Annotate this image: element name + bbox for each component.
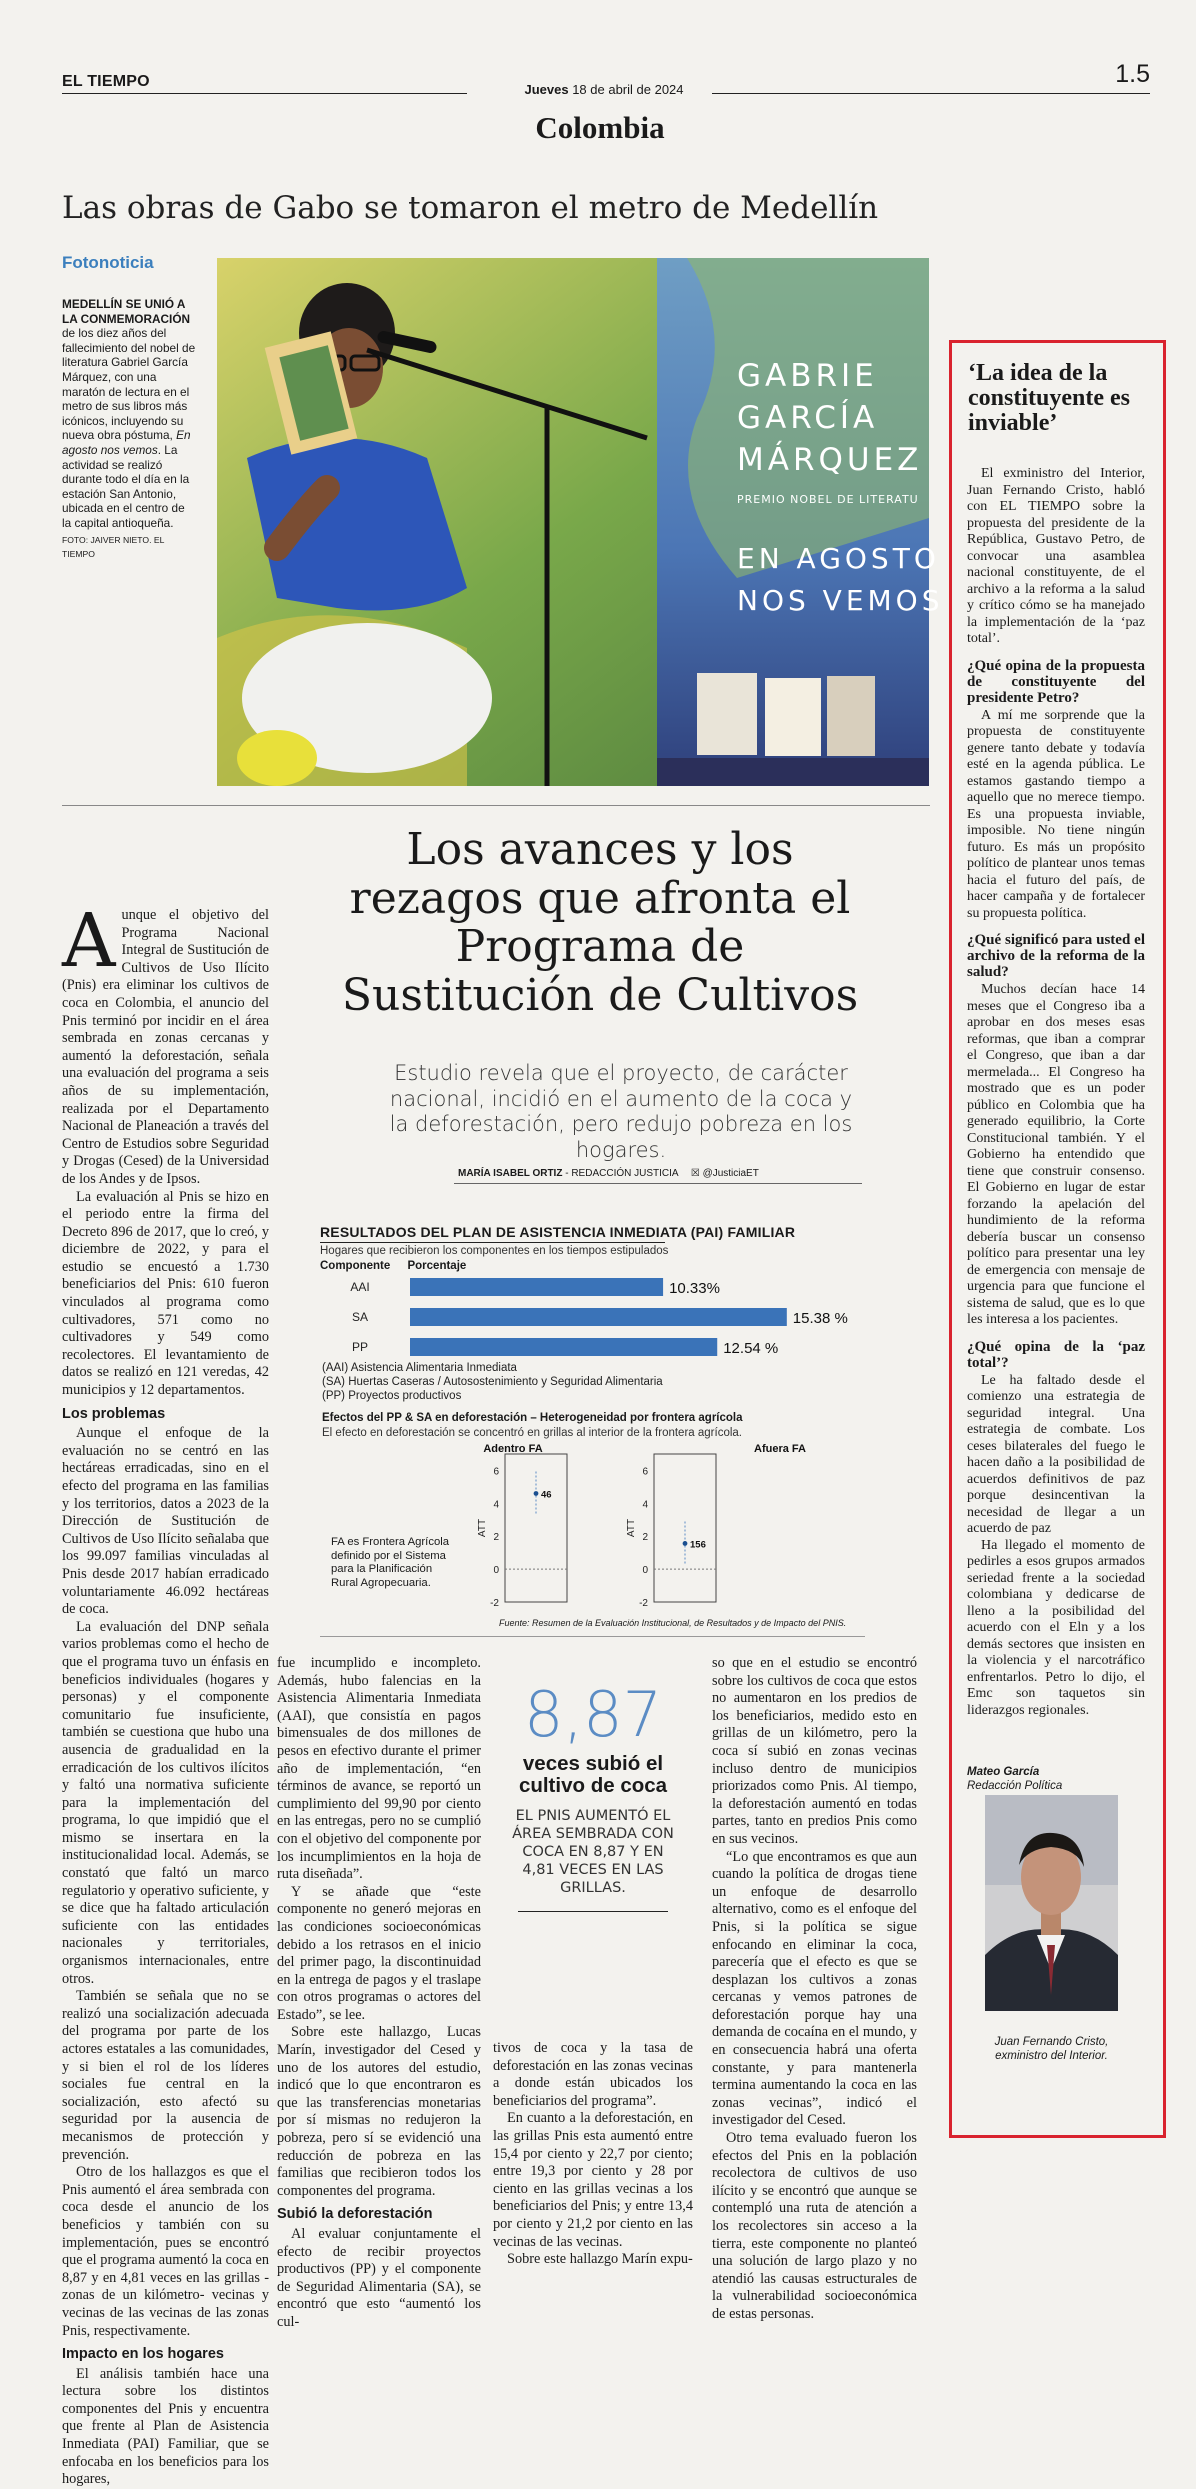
stat-callout — [507, 1678, 679, 1912]
banner-line: EN AGOSTO — [737, 542, 940, 575]
paragraph: También se señala que no se realizó una socialización adecuada del programa por parte de los actores estatales a las comunidades, y si bien el rol de los líderes sociales fue central en la socialización, esto afectó su seguridad por la ausencia de mecanismos de protección y prevención. — [62, 1988, 269, 2163]
y-tick-label: 4 — [642, 1499, 648, 1511]
photo-kicker: Fotonoticia — [62, 253, 154, 272]
y-tick-label: 0 — [642, 1565, 648, 1577]
question: ¿Qué opina de la ‘paz total’? — [967, 1338, 1145, 1371]
paragraph: Al evaluar conjuntamente el efecto de recibir proyectos productivos (PP) y el componente de Seguridad Alimentaria (SA), se encontró que esto “aumentó los cul- — [277, 2226, 481, 2330]
subhead: Subió la deforestación — [277, 2206, 433, 2223]
y-tick-label: 6 — [642, 1466, 648, 1478]
bar-value-label: 15.38 % — [792, 1310, 848, 1327]
stat-label: veces subió el cultivo de coca — [518, 1752, 668, 1797]
article-column-4 — [712, 1655, 917, 2324]
panel-title: Afuera FA — [754, 1443, 806, 1455]
y-tick-label: -2 — [490, 1598, 499, 1609]
answer: Muchos decían hace 14 meses que el Congreso iba a aprobar en dos meses esas reformas, que iban a comprar el Congreso, que iban a dar mermelada... El Congreso ha mostrado que es un poder público en Colombia que ha generado equilibrio, la Corte Constitucional también. Y el Gobierno ha entendido que tiene que construir consenso. El Gobierno en lugar de estar forzando la apelación del hundimiento de la reforma debería buscar un consenso político para presentar una ley de emergencia con mensaje de urgencia para que funcione el sistema de salud, que es lo que les interesa a los pacientes. — [967, 982, 1145, 1327]
article-column-2 — [277, 1655, 481, 2332]
reading-photo — [217, 258, 944, 786]
bar-value-label: 12.54 % — [723, 1340, 779, 1357]
paragraph: “Lo que encontramos es que aun cuando la política de drogas tiene un enfoque de desarrollo alternativo, como es el enfoque del Pnis, si la política se sigue enfocando en eliminar la coca, parecería que el efecto es que se desplazan los cultivos a zonas cercanas y vemos patrones de deforestación porque hay una demanda de cocaína en el mundo, y en consecuencia habrá una oferta constante, y para mantenerla termina aumentando la coca en las zonas vecinas”, indicó el investigador del Cesed. — [712, 1848, 917, 2129]
chart-source: Fuente: Resumen de la Evaluación Institucional, de Resultados y de Impacto del PNIS. — [499, 1618, 847, 1628]
panel-title: Adentro FA — [483, 1443, 543, 1455]
answer: Le ha faltado desde el comienzo una estrategia de seguridad integral. Una estrategia de combate. Los ceses bilaterales del fuego le hacen daño a la posibilidad de acuerdos definitivos de paz porque desincentivan la necesidad de llegar a un acuerdo de paz — [967, 1372, 1145, 1536]
legend-item: (SA) Huertas Caseras / Autosostenimiento y Seguridad Alimentaria — [322, 1376, 663, 1388]
issue-date — [520, 82, 688, 97]
y-tick-label: 4 — [493, 1499, 499, 1511]
reading-photo-illustration — [217, 258, 944, 786]
y-tick-label: 0 — [493, 1565, 499, 1577]
paragraph: El análisis también hace una lectura sobre los distintos componentes del Pnis y encuentra que frente al Plan de Asistencia Inmediata (PAI) Familiar, que se enfocaba en los beneficios para los hogares, — [62, 2365, 269, 2488]
chart-head-component: Componente — [320, 1260, 391, 1272]
stat-number: 8,87 — [523, 1678, 663, 1751]
question: ¿Qué opina de la propuesta de constituyente del presidente Petro? — [967, 657, 1145, 706]
photo-caption — [62, 297, 197, 562]
paragraph: La evaluación del DNP señala varios problemas como el hecho de que el programa tuvo un énfasis en beneficios individuales (hogares y personas) y el componente comunitario fue insuficiente, también se cuestiona que hubo una ausencia de gradualidad en la erradicación de los cultivos ilícitos y faltó una normativa suficiente para la implementación del programa, lo que impidió que el mismo se insertara en la institucionalidad local. Además, se constató que faltó un marco regulatorio y operativo suficiente, y se dice que ha faltado articulación suficiente con las entidades nacionales y territoriales, organismos internacionales, entre otros. — [62, 1618, 269, 1987]
y-axis-label: ATT — [477, 1518, 488, 1538]
bar-value-label: 10.33% — [669, 1280, 720, 1297]
paragraph: En cuanto a la deforestación, en las grillas Pnis esta aumentó entre 15,4 por ciento y 22,7 por ciento; entre 19,3 por ciento y 28 por ciento en las grillas vecinas a los beneficiarios del Pnis; y entre 13,4 por ciento y 21,2 por ciento en las vecinas de las vecinas. — [493, 2110, 693, 2250]
section-title: Colombia — [535, 110, 665, 145]
banner-line: NOS VEMOS — [737, 584, 944, 617]
question: ¿Qué significó para usted el archivo de la reforma de la salud? — [967, 932, 1145, 980]
banner-line: GABRIE — [737, 358, 878, 394]
byline-rule — [454, 1183, 862, 1184]
photo-caption-lead: MEDELLÍN SE UNIÓ A LA CONMEMORACIÓN — [62, 297, 191, 326]
chart-head-percent: Porcentaje — [407, 1260, 467, 1272]
y-tick-label: 6 — [493, 1466, 499, 1478]
article-headline: Los avances y los rezagos que afronta el Programa de Sustitución de Cultivos — [341, 824, 859, 1021]
x-icon: ☒ — [690, 1168, 700, 1179]
pai-chart — [320, 1224, 870, 1377]
chart-title-rule — [320, 1242, 665, 1243]
masthead-rule-left — [62, 93, 467, 94]
sidebar-author: Mateo García — [967, 1766, 1040, 1778]
effects-chart-subtitle: El efecto en deforestación se concentró en grillas al interior de la frontera agrícola. — [322, 1427, 742, 1439]
legend-item: (AAI) Asistencia Alimentaria Inmediata — [322, 1362, 517, 1374]
chart-bottom-rule — [320, 1636, 865, 1637]
photo-divider — [62, 805, 930, 806]
photo-caption-end: . La actividad se realizó durante todo el día en la estación San Antonio, ubicada en el centro de la capital antioqueña. — [62, 442, 190, 530]
effects-chart-title: Efectos del PP & SA en deforestación – Heterogeneidad por frontera agrícola — [322, 1412, 743, 1424]
chart-title: RESULTADOS DEL PLAN DE ASISTENCIA INMEDIATA (PAI) FAMILIAR — [320, 1224, 796, 1240]
sidebar-title: ‘La idea de la constituyente es inviable’ — [968, 360, 1130, 436]
article-column-3 — [493, 2040, 693, 2269]
newspaper-brand: EL TIEMPO — [62, 73, 150, 90]
banner-line: PREMIO NOBEL DE LITERATU — [737, 493, 919, 506]
paragraph: fue incumplido e incompleto. Además, hubo falencias en la Asistencia Alimentaria Inmediata (AAI), que consistía en pagos bimensuales de dos millones de pesos en efectivo durante el primer año de implementación, “en términos de avance, se reportó un cumplimiento del 99,90 por ciento en las entregas, pero no se cumplió con el objetivo del componente por los incumplimientos en la hoja de ruta diseñada”. — [277, 1655, 481, 1883]
paragraph: El exministro del Interior, Juan Fernando Cristo, habló con EL TIEMPO sobre la propuesta del presidente de la República, Gustavo Petro, de convocar una asamblea nacional constituyente, de el archivo a la reforma a la salud y crítico cómo se ha manejado la implementación de la ‘paz total’. — [967, 466, 1145, 646]
bar-category-label: SA — [351, 1310, 369, 1324]
banner-line: MÁRQUEZ — [737, 442, 923, 478]
byline-author: MARÍA ISABEL ORTIZ — [458, 1168, 563, 1179]
y-tick-label: -2 — [639, 1598, 648, 1609]
photo-credit: FOTO: JAIVER NIETO. EL TIEMPO — [62, 534, 165, 560]
sidebar-body — [967, 466, 1145, 1719]
panel-frame — [654, 1454, 716, 1602]
sidebar-byline — [967, 1765, 1137, 1793]
subhead: Los problemas — [62, 1405, 166, 1422]
chart-subtitle: Hogares que recibieron los componentes en los tiempos estipulados — [320, 1245, 669, 1257]
portrait-caption: Juan Fernando Cristo, exministro del Interior. — [994, 2036, 1109, 2062]
portrait-photo — [985, 1795, 1118, 2011]
y-tick-label: 2 — [493, 1532, 499, 1544]
photo-headline: Las obras de Gabo se tomaron el metro de Medellín — [62, 190, 879, 226]
legend-item: (PP) Proyectos productivos — [322, 1390, 462, 1402]
effects-panel-outside — [622, 1443, 822, 1616]
paragraph: Aunque el enfoque de la evaluación no se centró en las hectáreas erradicadas, sino en el efecto del programa en las familias y los territorios, datos a 2023 de la Dirección de Sustitución de Cultivos de Uso Ilícito señalaba que los 99.097 familias vinculadas al Pnis desde 2017 habían erradicado voluntariamente 46.092 hectáreas de coca. — [62, 1425, 269, 1618]
bar — [410, 1278, 663, 1296]
page-number: 1.5 — [1115, 60, 1150, 88]
paragraph: so que en el estudio se encontró sobre los cultivos de coca que estos no aumentaron en los predios de los beneficiarios, medido esto en grillas de un kilómetro, pero la coca sí subió en zonas vecinas incluso dentro de municipios priorizados como Pnis. Al tiempo, la deforestación aumentó en todas partes, tanto en predios Pnis como en sus vecinos. — [712, 1655, 917, 1847]
stat-text: EL PNIS AUMENTÓ EL ÁREA SEMBRADA CON COCA EN 8,87 Y EN 4,81 VECES EN LAS GRILLAS. — [512, 1808, 674, 1896]
masthead-rule-right — [712, 93, 1150, 94]
date-day: Jueves — [524, 82, 569, 97]
article-column-1 — [62, 898, 269, 2489]
paragraph: tivos de coca y la tasa de deforestación en las zonas vecinas a donde están ubicados los beneficiarios del programa”. — [493, 2040, 693, 2109]
y-axis-label: ATT — [626, 1518, 637, 1538]
paragraph: Otro de los hallazgos es que el Pnis aumentó el área sembrada con coca desde el anuncio de los beneficios y también con su implementación, pues se encontró que el programa aumentó la coca en 8,87 y en 4,81 veces en las grillas -zonas de un kilómetro- vecinas y vecinas de las vecinas de las zonas Pnis, respectivamente. — [62, 2164, 269, 2339]
banner-line: GARCÍA — [737, 400, 879, 436]
photo-caption-body: de los diez años del fallecimiento del nobel de literatura Gabriel García Márquez, con una maratón de lectura en el metro de sus libros más icónicos, incluyendo su nueva obra póstuma, — [62, 326, 196, 443]
drop-cap: A — [62, 898, 116, 984]
bar — [410, 1338, 717, 1356]
point-label: 156 — [690, 1539, 706, 1551]
date-rest: 18 de abril de 2024 — [568, 82, 684, 97]
point-estimate — [534, 1491, 539, 1496]
article-byline — [458, 1168, 759, 1179]
byline-desk: - REDACCIÓN JUSTICIA — [562, 1168, 679, 1179]
y-tick-label: 2 — [642, 1532, 648, 1544]
effects-panel-inside — [473, 1443, 613, 1616]
chart-legend — [322, 1361, 742, 1403]
stat-rule — [518, 1911, 668, 1912]
bar-category-label: PP — [351, 1340, 369, 1354]
subhead: Impacto en los hogares — [62, 2346, 224, 2363]
paragraph: Sobre este hallazgo Marín expu- — [507, 2251, 693, 2268]
point-label: 46 — [541, 1489, 552, 1501]
photo-caption-book: En agosto nos vemos — [62, 428, 191, 457]
paragraph: Otro tema evaluado fueron los efectos del Pnis en la población recolectora de cultivos de uso ilícito y se encontró que aunque se contempló una ruta de atención a los recolectores sin acceso a la tierra, este componente no planteó una solución de largo plazo y no atendió las causas estructurales de la vulnerabilidad socioeconómica de estas personas. — [712, 2130, 917, 2322]
byline-handle[interactable]: @JusticiaET — [702, 1168, 759, 1179]
portrait-illustration — [985, 1795, 1118, 2011]
article-deck: Estudio revela que el proyecto, de carácter nacional, incidió en el aumento de la coca y la deforestación, pero redujo pobreza en los hogares. — [389, 1061, 853, 1162]
answer: A mí me sorprende que la propuesta de constituyente genere tanto debate y todavía esté en la agenda pública. Le estamos gastando tiempo a aquello que no merece tiempo. Es una propuesta inviable, imposible. No tiene ningún futuro. Es más un propósito político de plantear unos temas hacia el futuro del país, de hacer campaña y de fortalecer su propuesta política. — [967, 707, 1145, 921]
sidebar-desk: Redacción Política — [967, 1780, 1063, 1792]
paragraph: Y se añade que “este componente no generó mejoras en las condiciones socioeconómicas debido a los retrasos en el inicio del primer pago, la discontinuidad en la entrega de pagos y el traslape con otros programas o actores del Estado”, se lee. — [277, 1883, 481, 2023]
pai-bar-chart — [320, 1272, 870, 1372]
paragraph: unque el objetivo del Programa Nacional Integral de Sustitución de Cultivos de Uso Ilícito (Pnis) era eliminar los cultivos de coca en Colombia, el anuncio del Pnis terminó por incidir en el área sembrada en zonas cercanas y aumentó la deforestación, señala una evaluación del programa a seis años de su implementación, realizada por el Departamento Nacional de Planeación a través del Centro de Estudios sobre Seguridad y Drogas (Cesed) de la Universidad de los Andes y de Ipsos. — [62, 907, 269, 1187]
point-estimate — [683, 1541, 688, 1546]
answer: Ha llegado el momento de pedirles a esos grupos armados seriedad frente a la sociedad colombiana y dedicarse de lleno a la posibilidad del acuerdo con el Eln y a los demás sectores que insisten en la violencia y el narcotráfico enfrentarlos. Petro lo dijo, el Emc son taquetos sin liderazgos regionales. — [967, 1537, 1145, 1718]
paragraph: Sobre este hallazgo, Lucas Marín, investigador del Cesed y uno de los autores del estudio, indicó que lo que encontraron es que las transferencias monetarias por sí mismas no redujeron la pobreza, pero sí se evidenció una reducción de pobreza en las familias que recibieron todos los componentes del programa. — [277, 2024, 481, 2199]
bar-category-label: AAI — [350, 1280, 370, 1294]
fa-footnote: FA es Frontera Agrícola definido por el Sistema para la Planificación Rural Agropecuaria. — [331, 1536, 450, 1589]
bar — [410, 1308, 787, 1326]
paragraph: La evaluación al Pnis se hizo en el periodo entre la firma del Decreto 896 de 2017, que lo creó, y diciembre de 2022, y para el estudio se encuestó a 1.730 beneficiarios del Pnis: 610 fueron vinculados al programa como cultivadores, 571 como no cultivadores y 549 como recolectores. El levantamiento de datos se realizó en 121 veredas, 42 municipios y 12 departamentos. — [62, 1188, 269, 1399]
chart-column-heads — [320, 1260, 870, 1272]
